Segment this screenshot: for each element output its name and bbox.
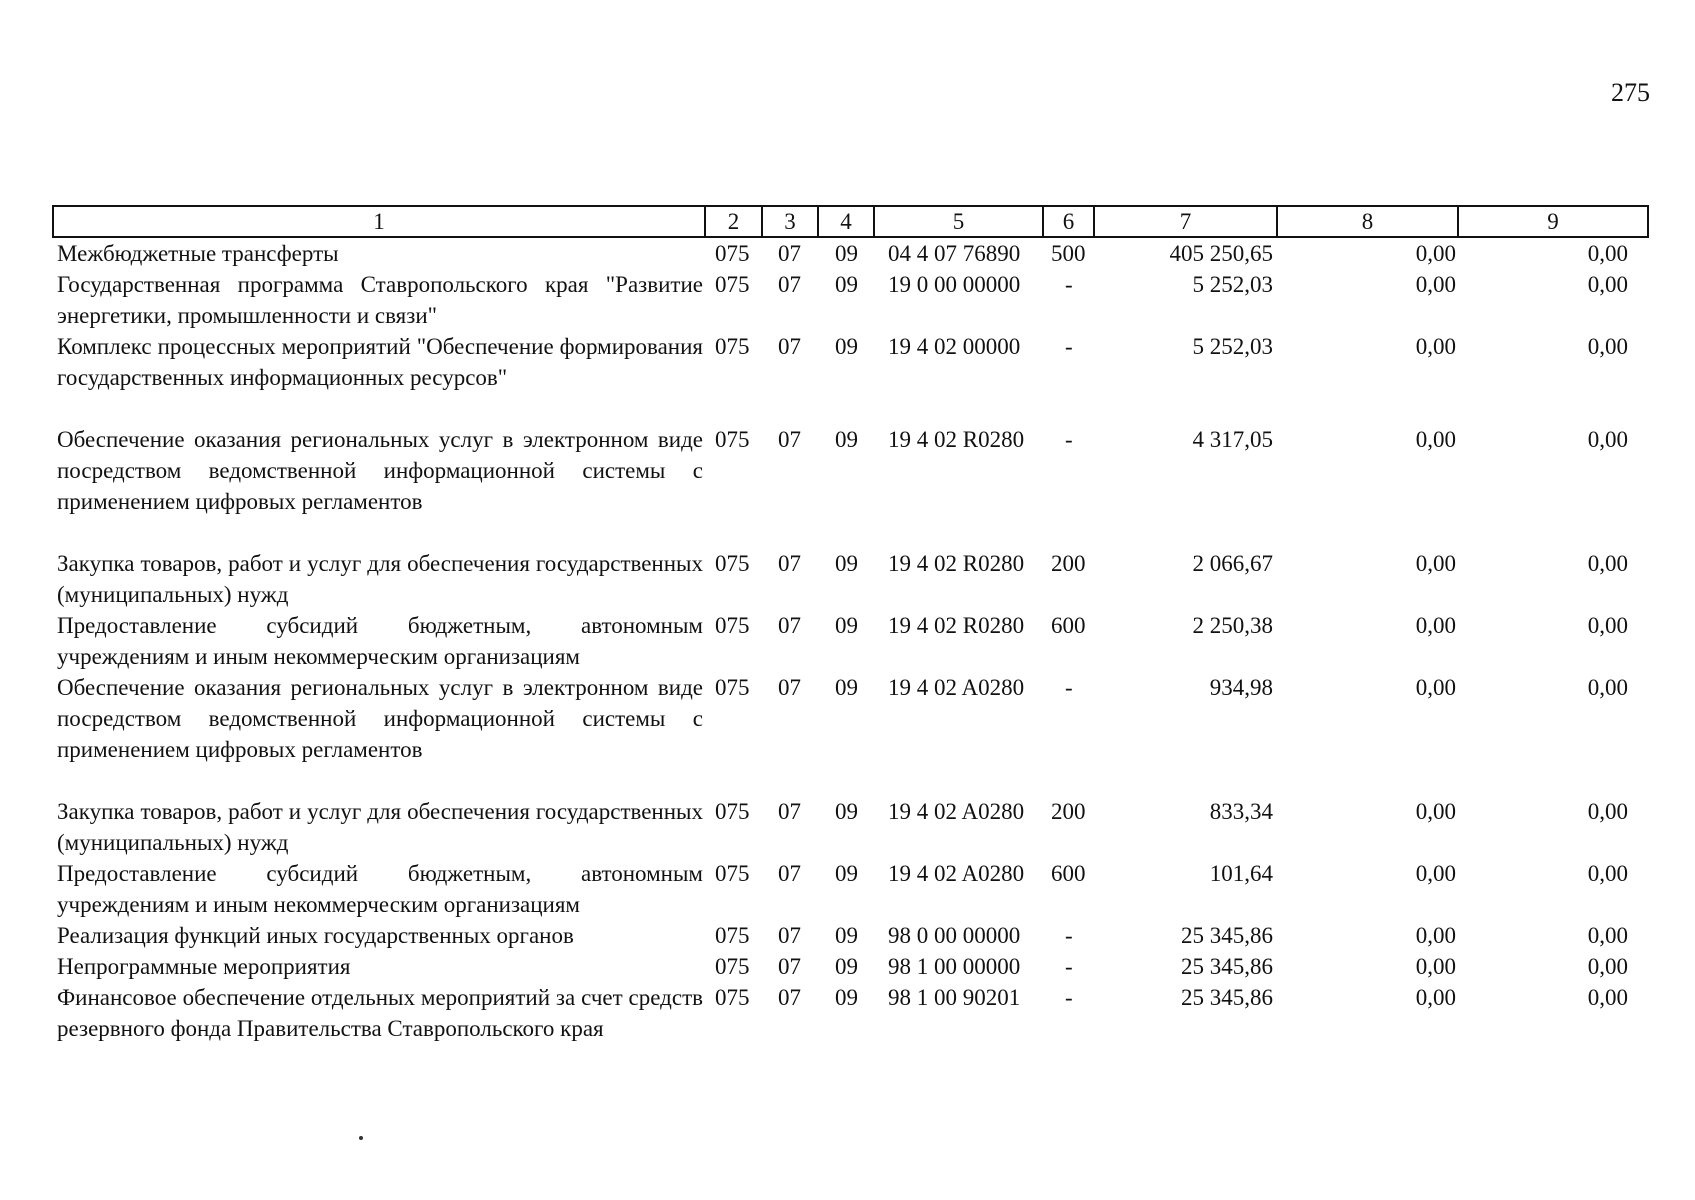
cell-section: 07 [778, 675, 801, 700]
cell-subsection: 09 [835, 334, 858, 359]
cell-code: 075 [715, 985, 750, 1010]
cell-amount-2: 0,00 [1415, 427, 1456, 452]
cell-target-article: 19 4 02 A0280 [888, 861, 1025, 886]
cell-code: 075 [715, 613, 750, 638]
cell-amount: 25 345,86 [1181, 923, 1273, 948]
cell-section: 07 [778, 334, 801, 359]
cell-subsection: 09 [835, 613, 858, 638]
cell-expense-type: - [1065, 334, 1073, 359]
cell-code: 075 [715, 861, 750, 886]
cell-subsection: 09 [835, 241, 858, 266]
row-name: Предоставление субсидий бюджетным, автономным учреждениям и иным некоммерческим организациям [57, 613, 703, 669]
cell-target-article: 19 4 02 R0280 [888, 551, 1025, 576]
cell-amount: 5 252,03 [1192, 272, 1273, 297]
cell-amount: 934,98 [1209, 675, 1273, 700]
page-number: 275 [1611, 78, 1650, 107]
cell-expense-type: - [1065, 985, 1073, 1010]
col-header-2: 2 [705, 206, 762, 237]
cell-target-article: 19 4 02 R0280 [888, 613, 1025, 638]
cell-amount-3: 0,00 [1587, 861, 1628, 886]
table-row [53, 920, 1648, 951]
col-header-6: 6 [1043, 206, 1094, 237]
table-row [53, 424, 1648, 548]
cell-code: 075 [715, 241, 750, 266]
cell-section: 07 [778, 861, 801, 886]
col-header-9: 9 [1458, 206, 1648, 237]
cell-code: 075 [715, 334, 750, 359]
cell-subsection: 09 [835, 427, 858, 452]
table-row [53, 610, 1648, 672]
row-name: Непрограммные мероприятия [57, 954, 351, 979]
cell-amount: 2 250,38 [1192, 613, 1273, 638]
cell-code: 075 [715, 551, 750, 576]
cell-amount-3: 0,00 [1587, 954, 1628, 979]
cell-expense-type: 200 [1051, 551, 1086, 576]
cell-expense-type: - [1065, 954, 1073, 979]
cell-amount-2: 0,00 [1415, 923, 1456, 948]
cell-section: 07 [778, 923, 801, 948]
cell-subsection: 09 [835, 985, 858, 1010]
table-row [53, 951, 1648, 982]
cell-amount-2: 0,00 [1415, 334, 1456, 359]
cell-amount-3: 0,00 [1587, 613, 1628, 638]
cell-target-article: 19 0 00 00000 [888, 272, 1021, 297]
cell-code: 075 [715, 427, 750, 452]
cell-subsection: 09 [835, 675, 858, 700]
cell-amount: 405 250,65 [1169, 241, 1273, 266]
header-row [53, 206, 1648, 237]
cell-amount-3: 0,00 [1587, 985, 1628, 1010]
cell-amount-2: 0,00 [1415, 551, 1456, 576]
row-name: Обеспечение оказания региональных услуг в электронном виде посредством ведомственной информационной системы с применением цифровых регламентов [57, 675, 703, 762]
row-name: Закупка товаров, работ и услуг для обеспечения государственных (муниципальных) нужд [57, 551, 703, 607]
cell-amount-3: 0,00 [1587, 923, 1628, 948]
row-name: Реализация функций иных государственных органов [57, 923, 574, 948]
col-header-5: 5 [874, 206, 1043, 237]
cell-amount-2: 0,00 [1415, 985, 1456, 1010]
cell-amount-3: 0,00 [1587, 427, 1628, 452]
cell-target-article: 19 4 02 A0280 [888, 799, 1025, 824]
table-row [53, 331, 1648, 424]
cell-section: 07 [778, 799, 801, 824]
row-name: Межбюджетные трансферты [57, 241, 339, 266]
cell-amount-2: 0,00 [1415, 954, 1456, 979]
cell-expense-type: 600 [1051, 861, 1086, 886]
cell-amount-2: 0,00 [1415, 675, 1456, 700]
cell-subsection: 09 [835, 551, 858, 576]
col-header-8: 8 [1277, 206, 1458, 237]
cell-amount: 5 252,03 [1192, 334, 1273, 359]
cell-amount-2: 0,00 [1415, 241, 1456, 266]
row-name: Обеспечение оказания региональных услуг в электронном виде посредством ведомственной информационной системы с применением цифровых регламентов [57, 427, 703, 514]
row-name: Финансовое обеспечение отдельных мероприятий за счет средств резервного фонда Правительства Ставропольского края [57, 985, 703, 1041]
cell-amount: 101,64 [1209, 861, 1273, 886]
row-name: Закупка товаров, работ и услуг для обеспечения государственных (муниципальных) нужд [57, 799, 703, 855]
table-row [53, 269, 1648, 331]
cell-amount-3: 0,00 [1587, 551, 1628, 576]
cell-target-article: 19 4 02 R0280 [888, 427, 1025, 452]
cell-subsection: 09 [835, 272, 858, 297]
cell-amount: 25 345,86 [1181, 985, 1273, 1010]
cell-section: 07 [778, 241, 801, 266]
cell-code: 075 [715, 954, 750, 979]
table-row [53, 982, 1648, 1044]
cell-code: 075 [715, 272, 750, 297]
cell-section: 07 [778, 427, 801, 452]
cell-amount-3: 0,00 [1587, 334, 1628, 359]
cell-section: 07 [778, 954, 801, 979]
cell-amount-3: 0,00 [1587, 799, 1628, 824]
cell-amount: 25 345,86 [1181, 954, 1273, 979]
cell-section: 07 [778, 272, 801, 297]
col-header-4: 4 [818, 206, 874, 237]
cell-expense-type: 200 [1051, 799, 1086, 824]
cell-subsection: 09 [835, 923, 858, 948]
cell-amount: 4 317,05 [1192, 427, 1273, 452]
cell-expense-type: - [1065, 675, 1073, 700]
cell-amount-3: 0,00 [1587, 241, 1628, 266]
table-row [53, 548, 1648, 610]
cell-target-article: 19 4 02 A0280 [888, 675, 1025, 700]
table-row [53, 237, 1648, 269]
cell-expense-type: 600 [1051, 613, 1086, 638]
cell-target-article: 98 0 00 00000 [888, 923, 1021, 948]
table-row [53, 672, 1648, 796]
cell-expense-type: 500 [1051, 241, 1086, 266]
cell-amount-3: 0,00 [1587, 272, 1628, 297]
budget-table [52, 205, 1649, 1044]
cell-target-article: 19 4 02 00000 [888, 334, 1021, 359]
table-row [53, 858, 1648, 920]
cell-target-article: 04 4 07 76890 [888, 241, 1021, 266]
cell-amount-2: 0,00 [1415, 799, 1456, 824]
row-name: Комплекс процессных мероприятий "Обеспечение формирования государственных информационных ресурсов" [57, 334, 703, 390]
row-name: Государственная программа Ставропольского края "Развитие энергетики, промышленности и связи" [57, 272, 703, 328]
cell-amount: 833,34 [1209, 799, 1273, 824]
cell-target-article: 98 1 00 00000 [888, 954, 1021, 979]
cell-section: 07 [778, 551, 801, 576]
cell-expense-type: - [1065, 272, 1073, 297]
stray-mark [359, 1136, 363, 1140]
col-header-1: 1 [53, 206, 705, 237]
cell-expense-type: - [1065, 923, 1073, 948]
col-header-3: 3 [762, 206, 818, 237]
table-row [53, 796, 1648, 858]
cell-amount-3: 0,00 [1587, 675, 1628, 700]
cell-section: 07 [778, 985, 801, 1010]
cell-amount-2: 0,00 [1415, 272, 1456, 297]
cell-code: 075 [715, 799, 750, 824]
col-header-7: 7 [1094, 206, 1277, 237]
cell-subsection: 09 [835, 799, 858, 824]
cell-amount: 2 066,67 [1192, 551, 1273, 576]
cell-amount-2: 0,00 [1415, 613, 1456, 638]
cell-code: 075 [715, 923, 750, 948]
cell-code: 075 [715, 675, 750, 700]
cell-subsection: 09 [835, 954, 858, 979]
cell-amount-2: 0,00 [1415, 861, 1456, 886]
cell-target-article: 98 1 00 90201 [888, 985, 1021, 1010]
cell-subsection: 09 [835, 861, 858, 886]
cell-section: 07 [778, 613, 801, 638]
row-name: Предоставление субсидий бюджетным, автономным учреждениям и иным некоммерческим организациям [57, 861, 703, 917]
cell-expense-type: - [1065, 427, 1073, 452]
